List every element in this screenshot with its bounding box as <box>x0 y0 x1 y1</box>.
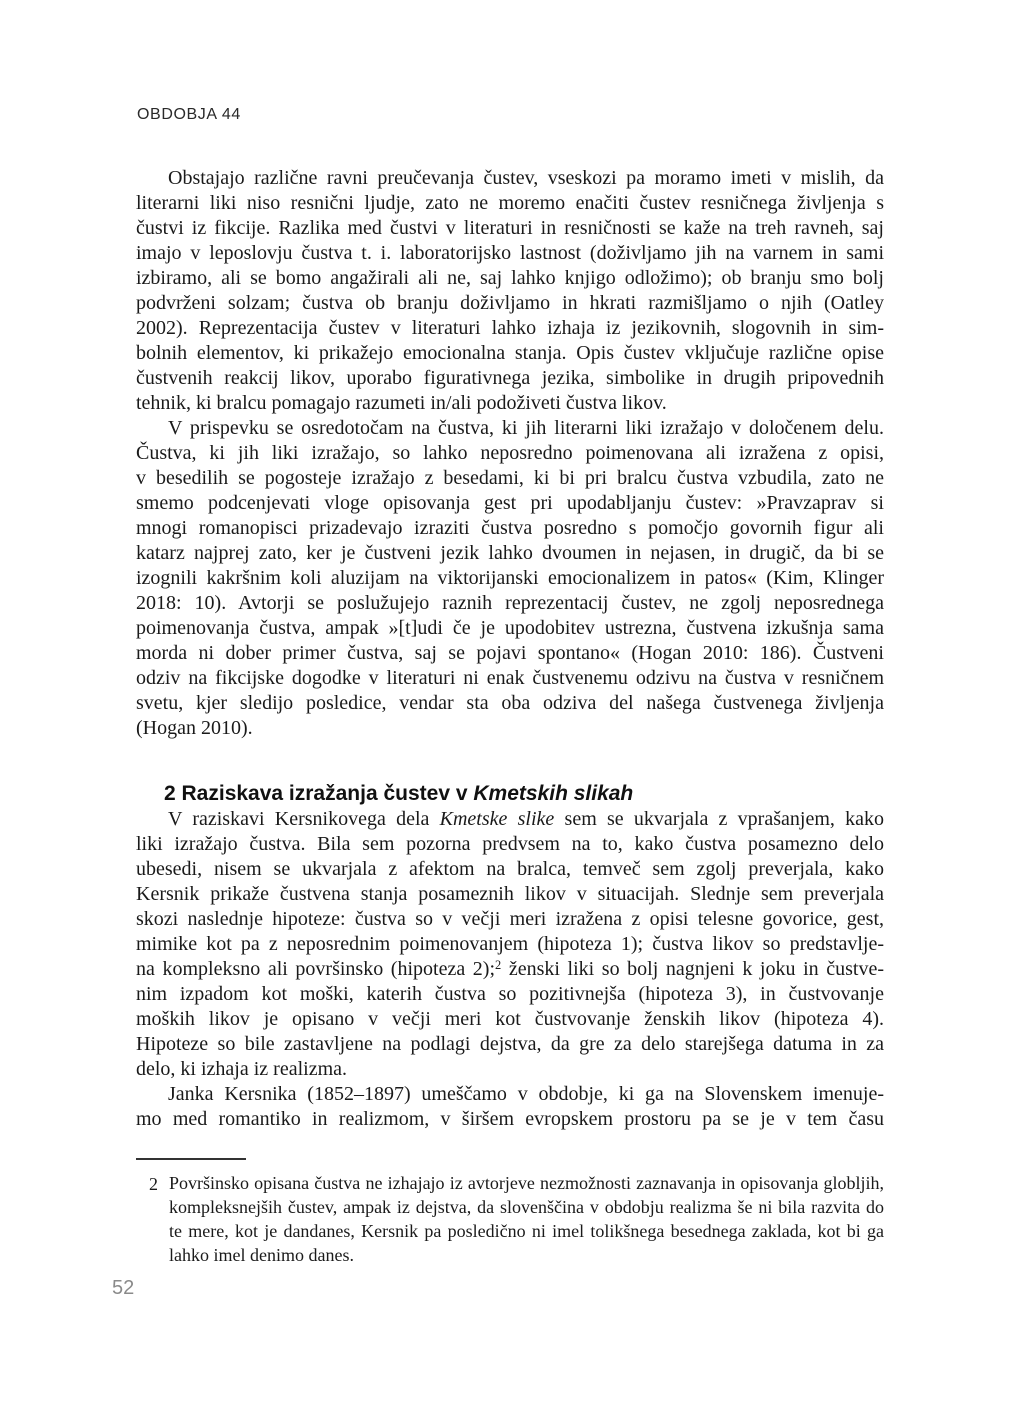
section-paragraphs <box>136 807 884 1132</box>
text-line: ubesedi, nisem se ukvarjala z afektom na bralca, temveč sem zgolj preverjala, kako <box>136 858 884 880</box>
text-line: Hipoteze so bile zastavljene na podlagi dejstva, da gre za delo starejšega datuma in za <box>136 1033 884 1055</box>
page-number: 52 <box>112 1277 135 1299</box>
text-line: Kersnik prikaže čustvena stanja posameznih likov v situacijah. Slednje sem preverjala <box>136 883 884 905</box>
paragraph <box>136 807 884 1082</box>
text-line: mnogi romanopisci prizadevajo izraziti čustva posredno s pomočjo govornih figur ali <box>136 517 884 539</box>
text-line: imajo v leposlovju čustva t. i. laboratorijsko lastnost (doživljamo jih na varnem in sami <box>136 242 884 264</box>
text-line: 2018: 10). Avtorji se poslužujejo raznih reprezentacij čustev, ne zgolj neposrednega <box>136 592 884 614</box>
text-line: liki izražajo čustva. Bila sem pozorna predvsem na to, kako čustva posamezno delo <box>136 833 884 855</box>
intro-paragraphs <box>136 166 884 741</box>
text-line: skozi naslednje hipoteze: čustva so v večji meri izražena z opisi telesne govorice, gest, <box>136 908 884 930</box>
text-line: mo med romantiko in realizmom, v širšem evropskem prostoru pa se je v tem času <box>136 1108 884 1130</box>
text-line: te mere, kot je dandanes, Kersnik pa posledično ni imel tolikšnega besednega zaklada, kot bi ga <box>169 1221 884 1241</box>
footnote-marker: 2 <box>149 1174 158 1194</box>
footnote <box>136 1171 884 1267</box>
text-line: morda ni dober primer čustva, saj se pojavi spontano« (Hogan 2010: 186). Čustveni <box>136 642 884 664</box>
text-line: V raziskavi Kersnikovega dela Kmetske slike sem se ukvarjala z vprašanjem, kako <box>168 808 884 830</box>
text-line: nim izpadom kot moški, katerih čustva so pozitivnejša (hipoteza 3), in čustvovanje <box>136 983 884 1005</box>
text-line: svetu, kjer sledijo posledice, vendar sta oba odziva del našega čustvenega življenja <box>136 692 884 714</box>
text-line: v besedilih se pogosteje izražajo z besedami, ki bi pri bralcu čustva vzbudila, zato ne <box>136 467 884 489</box>
paragraph <box>136 416 884 741</box>
text-line: katarz najprej zato, ker je čustveni jezik lahko dvoumen in nejasen, in drugič, da bi se <box>136 542 884 564</box>
paragraph <box>169 1171 884 1267</box>
text-line: Površinsko opisana čustva ne izhajajo iz avtorjeve nezmožnosti zaznavanja in opisovanja globljih, <box>169 1173 884 1193</box>
text-line: Janka Kersnika (1852–1897) umeščamo v obdobje, ki ga na Slovenskem imenuje- <box>168 1083 884 1105</box>
footnote-text <box>169 1171 884 1267</box>
footnote-separator <box>136 1158 246 1160</box>
text-line: (Hogan 2010). <box>136 717 253 739</box>
text-line: podvrženi solzam; čustva ob branju doživljamo in hkrati razmišljamo o njih (Oatley <box>136 292 884 314</box>
text-line: delo, ki izhaja iz realizma. <box>136 1058 348 1080</box>
text-line: čustvenih reakcij likov, uporabo figurativnega jezika, simbolike in drugih pripovednih <box>136 367 884 389</box>
paragraph <box>136 166 884 416</box>
text-line: literarni liki niso resnični ljudje, zato ne moremo enačiti čustev resničnega življenja s <box>136 192 884 214</box>
section-heading: 2 Raziskava izražanja čustev v Kmetskih slikah <box>164 782 634 805</box>
text-line: odziv na fikcijske dogodke v literaturi ni enak čustvenemu odzivu na čustva v resničnem <box>136 667 884 689</box>
text-line: 2002). Reprezentacija čustev v literaturi lahko izhaja iz jezikovnih, slogovnih in sim- <box>136 317 884 339</box>
text-line: izbiramo, ali se bomo angažirali ali ne, saj lahko knjigo odložimo); ob branju smo bolj <box>136 267 884 289</box>
text-line: mimike kot pa z neposrednim poimenovanjem (hipoteza 1); čustva likov so predstavlje- <box>136 933 884 955</box>
text-line: Obstajajo različne ravni preučevanja čustev, vseskozi pa moramo imeti v mislih, da <box>168 167 884 189</box>
text-line: poimenovanja čustva, ampak »[t]udi če je upodobitev ustrezna, čustvena izkušnja sama <box>136 617 884 639</box>
paragraph <box>136 1082 884 1132</box>
running-header: OBDOBJA 44 <box>137 106 241 123</box>
text-line: V prispevku se osredotočam na čustva, ki jih literarni liki izražajo v določenem delu. <box>168 417 884 439</box>
text-line: lahko imel denimo danes. <box>169 1245 354 1265</box>
text-line: izognili kakršnim koli aluzijam na viktorijanski emocionalizem in patos« (Kim, Klinger <box>136 567 884 589</box>
text-line: bolnih elementov, ki prikažejo emocionalna stanja. Opis čustev vključuje različne opise <box>136 342 884 364</box>
main-text-block <box>136 166 884 1267</box>
text-line: tehnik, ki bralcu pomagajo razumeti in/ali podoživeti čustva likov. <box>136 392 667 414</box>
text-line: moških likov je opisano v večji meri kot čustvovanje ženskih likov (hipoteza 4). <box>136 1008 884 1030</box>
text-line: na kompleksno ali površinsko (hipoteza 2);$^2$ ženski liki so bolj nagnjeni k joku in čustve- <box>136 958 884 980</box>
text-line: smemo podcenjevati vloge opisovanja gest pri upodabljanju čustev: »Pravzaprav si <box>136 492 884 514</box>
text-line: čustvi iz fikcije. Razlika med čustvi v literaturi in resničnosti se kaže na treh ravneh, saj <box>136 217 884 239</box>
text-line: Čustva, ki jih liki izražajo, so lahko neposredno poimenovana ali izražena z opisi, <box>136 442 884 464</box>
text-line: kompleksnejših čustev, ampak iz dejstva, da slovenščina v obdobju realizma še ni bila razvita do <box>169 1197 884 1217</box>
